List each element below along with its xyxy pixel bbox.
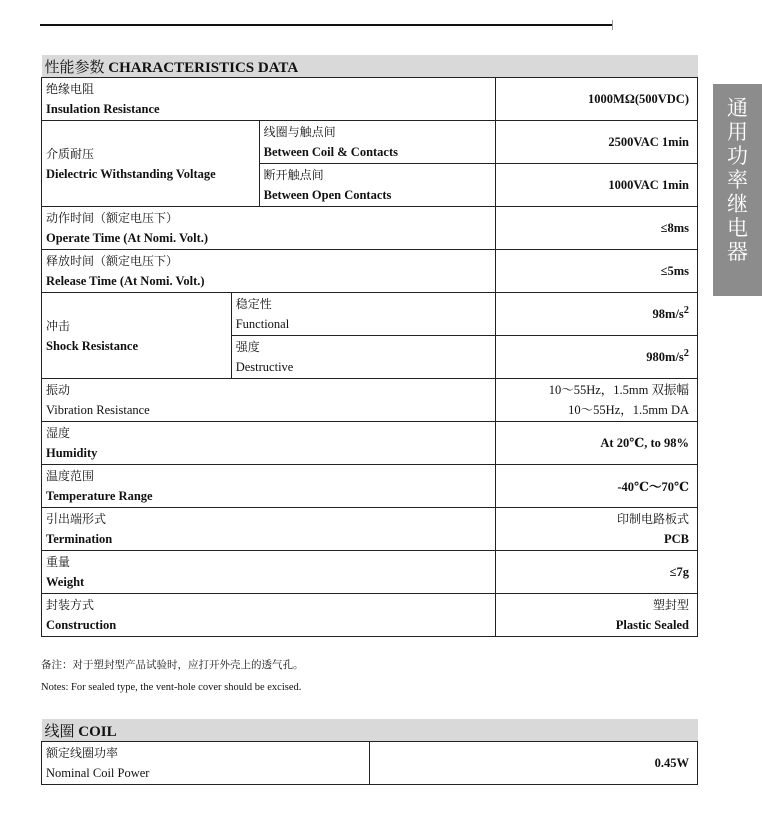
param-name-en: Temperature Range bbox=[46, 489, 153, 503]
coil-header bbox=[42, 719, 698, 742]
category-side-tab bbox=[713, 84, 762, 296]
param-value: 2500VAC 1min bbox=[496, 121, 698, 164]
table-row-vibration bbox=[42, 379, 698, 422]
param-value: 1000VAC 1min bbox=[496, 164, 698, 207]
sub-param-zh: 稳定性 bbox=[235, 297, 272, 311]
side-tab-char: 继 bbox=[727, 192, 748, 216]
param-value: ≤5ms bbox=[496, 250, 698, 293]
characteristics-table bbox=[41, 55, 698, 637]
top-rule bbox=[40, 24, 612, 26]
param-name-en: Termination bbox=[46, 532, 113, 546]
value-exponent: 2 bbox=[683, 348, 689, 360]
table-row-release-time bbox=[42, 250, 698, 293]
param-value: 1000MΩ(500VDC) bbox=[496, 78, 698, 121]
note-en: Notes: For sealed type, the vent-hole cover should be excised. bbox=[41, 682, 302, 693]
param-value bbox=[496, 336, 698, 379]
note-zh: 备注：对于塑封型产品试验时，应打开外壳上的透气孔。 bbox=[41, 659, 304, 671]
param-name-en: Weight bbox=[46, 575, 85, 589]
side-tab-char: 电 bbox=[727, 216, 748, 240]
param-name-zh: 振动 bbox=[46, 383, 71, 397]
side-tab-char: 器 bbox=[727, 240, 748, 264]
param-value-zh: 印制电路板式 bbox=[616, 512, 689, 526]
value-base: 980m/s bbox=[646, 350, 684, 365]
param-name-zh: 介质耐压 bbox=[46, 146, 95, 161]
table-row-nominal-power bbox=[42, 742, 698, 785]
param-name-zh: 额定线圈功率 bbox=[46, 746, 119, 760]
param-name-zh: 重量 bbox=[46, 555, 71, 569]
coil-table bbox=[41, 719, 698, 785]
param-value: ≤8ms bbox=[496, 207, 698, 250]
param-name-zh: 动作时间（额定电压下） bbox=[46, 211, 179, 225]
sub-param-en: Between Coil & Contacts bbox=[263, 145, 399, 159]
param-name-en: Humidity bbox=[46, 446, 98, 460]
table-row-operate-time bbox=[42, 207, 698, 250]
param-name-en: Vibration Resistance bbox=[46, 403, 150, 417]
param-value: ≤7g bbox=[496, 551, 698, 594]
param-value-zh: 塑封型 bbox=[652, 598, 689, 612]
param-name-zh: 冲击 bbox=[46, 318, 71, 333]
value-exponent: 2 bbox=[683, 305, 689, 317]
param-name-zh: 引出端形式 bbox=[46, 512, 107, 526]
table-row-termination bbox=[42, 508, 698, 551]
section-title-en: COIL bbox=[78, 723, 117, 740]
param-name-zh: 释放时间（额定电压下） bbox=[46, 254, 179, 268]
param-name-en: Dielectric Withstanding Voltage bbox=[46, 166, 216, 181]
table-row-insulation bbox=[42, 78, 698, 121]
value-base: 98m/s bbox=[652, 307, 684, 322]
param-name-zh: 绝缘电阻 bbox=[46, 82, 95, 96]
param-value: -40℃～70℃ bbox=[496, 465, 698, 508]
param-name-en: Insulation Resistance bbox=[46, 102, 160, 116]
param-name-en: Release Time (At Nomi. Volt.) bbox=[46, 274, 205, 288]
section-title-en: CHARACTERISTICS DATA bbox=[108, 59, 299, 76]
param-name-en: Nominal Coil Power bbox=[46, 766, 150, 780]
sub-param-en: Functional bbox=[235, 317, 290, 331]
param-value bbox=[496, 293, 698, 336]
section-title-zh: 线圈 bbox=[44, 721, 75, 740]
side-tab-char: 功 bbox=[727, 144, 748, 168]
sub-param-zh: 断开触点间 bbox=[263, 168, 324, 182]
table-row-construction bbox=[42, 594, 698, 637]
param-name-en: Operate Time (At Nomi. Volt.) bbox=[46, 231, 209, 245]
sub-param-zh: 强度 bbox=[235, 340, 260, 354]
sub-param-zh: 线圈与触点间 bbox=[263, 125, 336, 139]
table-row-shock-functional bbox=[42, 293, 698, 336]
sub-param-en: Between Open Contacts bbox=[263, 188, 392, 202]
param-name-zh: 封装方式 bbox=[46, 598, 95, 612]
side-tab-char: 通 bbox=[727, 96, 748, 120]
param-value-zh: 10～55Hz，1.5mm 双振幅 bbox=[548, 383, 689, 397]
param-name-en: Shock Resistance bbox=[46, 338, 139, 353]
param-value-en: Plastic Sealed bbox=[615, 618, 689, 632]
sub-param-en: Destructive bbox=[235, 360, 294, 374]
param-value: At 20℃, to 98% bbox=[496, 422, 698, 465]
section-title-zh: 性能参数 bbox=[44, 57, 105, 76]
side-tab-char: 用 bbox=[727, 120, 748, 144]
param-value: 0.45W bbox=[369, 742, 698, 785]
param-name-zh: 温度范围 bbox=[46, 469, 95, 483]
param-name-zh: 湿度 bbox=[46, 426, 71, 440]
param-value-en: PCB bbox=[664, 532, 689, 546]
param-name-en: Construction bbox=[46, 618, 117, 632]
table-row-dielectric-coil bbox=[42, 121, 698, 164]
param-value-en: 10～55Hz，1.5mm DA bbox=[568, 403, 689, 417]
characteristics-header bbox=[42, 55, 698, 78]
table-row-humidity bbox=[42, 422, 698, 465]
side-tab-char: 率 bbox=[727, 168, 748, 192]
table-row-temperature bbox=[42, 465, 698, 508]
top-rule-tick bbox=[612, 20, 613, 30]
table-row-weight bbox=[42, 551, 698, 594]
